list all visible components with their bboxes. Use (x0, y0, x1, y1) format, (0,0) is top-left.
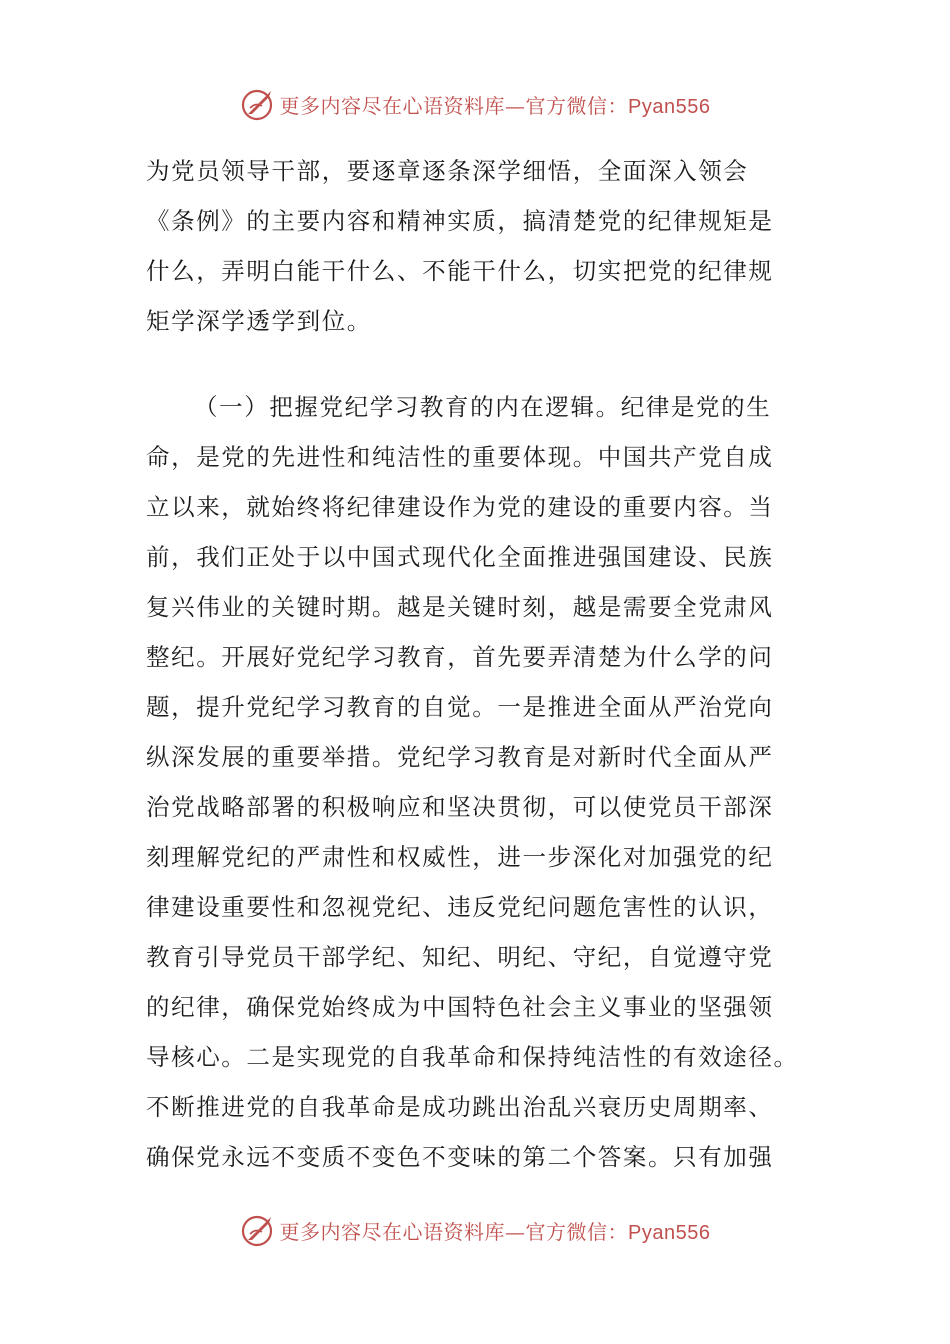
text-line: 确保党永远不变质不变色不变味的第二个答案。只有加强 (146, 1143, 774, 1171)
text-line: 整纪。开展好党纪学习教育，首先要弄清楚为什么学的问 (146, 643, 774, 671)
text-line: 题，提升党纪学习教育的自觉。一是推进全面从严治党向 (146, 693, 774, 721)
text-line: （一）把握党纪学习教育的内在逻辑。纪律是党的生 (194, 393, 772, 421)
text-line: 为党员领导干部，要逐章逐条深学细悟，全面深入领会 (146, 157, 749, 185)
text-line: 不断推进党的自我革命是成功跳出治乱兴衰历史周期率、 (146, 1093, 774, 1121)
document-body (146, 146, 806, 1182)
text-line: 刻理解党纪的严肃性和权威性，进一步深化对加强党的纪 (146, 843, 774, 871)
text-line: 命，是党的先进性和纯洁性的重要体现。中国共产党自成 (146, 443, 774, 471)
text-line: 的纪律，确保党始终成为中国特色社会主义事业的坚强领 (146, 993, 774, 1021)
text-line: 复兴伟业的关键时期。越是关键时刻，越是需要全党肃风 (146, 593, 774, 621)
text-line: 什么，弄明白能干什么、不能干什么，切实把党的纪律规 (146, 257, 774, 285)
text-line: 前，我们正处于以中国式现代化全面推进强国建设、民族 (146, 543, 774, 571)
text-line: 治党战略部署的积极响应和坚决贯彻，可以使党员干部深 (146, 793, 774, 821)
pen-logo-icon (240, 86, 276, 122)
paragraph-2 (146, 382, 806, 1182)
banner-text: 更多内容尽在心语资料库—官方微信：Pyan556 (279, 93, 711, 118)
pen-logo-icon (240, 1212, 276, 1248)
header-watermark-banner (0, 84, 950, 124)
text-line: 导核心。二是实现党的自我革命和保持纯洁性的有效途径。 (146, 1043, 799, 1071)
text-line: 教育引导党员干部学纪、知纪、明纪、守纪，自觉遵守党 (146, 943, 774, 971)
footer-watermark-banner (0, 1210, 950, 1250)
text-line: 律建设重要性和忽视党纪、违反党纪问题危害性的认识， (146, 893, 774, 921)
text-line: 纵深发展的重要举措。党纪学习教育是对新时代全面从严 (146, 743, 774, 771)
wechat-id: Pyan556 (628, 95, 711, 118)
wechat-id: Pyan556 (628, 1221, 711, 1244)
paragraph-1 (146, 146, 806, 346)
banner-text: 更多内容尽在心语资料库—官方微信：Pyan556 (279, 1219, 711, 1244)
text-line: 立以来，就始终将纪律建设作为党的建设的重要内容。当 (146, 493, 774, 521)
text-line: 矩学深学透学到位。 (146, 307, 372, 335)
text-line: 《条例》的主要内容和精神实质，搞清楚党的纪律规矩是 (146, 207, 774, 235)
